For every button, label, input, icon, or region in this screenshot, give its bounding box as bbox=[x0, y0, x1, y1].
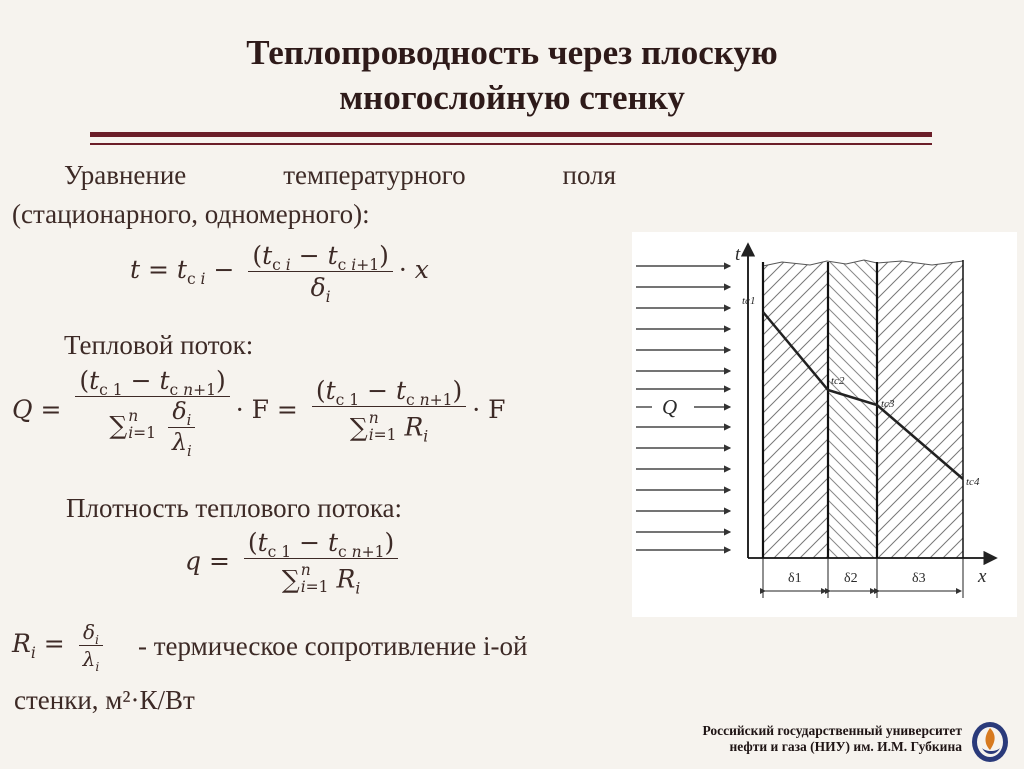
temperature-field-equation: $t = t_{c i}$ − $\frac{(t_{c i} - t_{c i+1})}{\delta_i}$ · x bbox=[130, 241, 429, 306]
delta-label-3: δ3 bbox=[912, 571, 926, 586]
resistance-description: - термическое сопротивление i-ой bbox=[138, 631, 528, 661]
title-divider-thick bbox=[90, 132, 932, 137]
title-divider-thin bbox=[90, 143, 932, 145]
wall-temperature-diagram bbox=[632, 232, 1017, 617]
heat-flux-label: Плотность теплового потока: bbox=[66, 493, 403, 523]
temperature-field-intro-2: (стационарного, одномерного): bbox=[12, 199, 370, 229]
temp-label-4: tс4 bbox=[966, 476, 980, 488]
footer-university bbox=[702, 723, 962, 755]
resistance-equation: $R_i$ = $\frac{\delta_i}{\lambda_i}$ bbox=[12, 622, 109, 669]
footer-line-2: нефти и газа (НИУ) им. И.М. Губкина bbox=[729, 739, 962, 754]
delta-label-1: δ1 bbox=[788, 571, 802, 586]
wall-layers bbox=[763, 260, 963, 558]
title-line-2: многослойную стенку bbox=[339, 78, 685, 117]
slide-title bbox=[100, 30, 924, 120]
flow-label: Q bbox=[662, 395, 678, 419]
university-logo bbox=[970, 720, 1010, 764]
heat-flow-label: Тепловой поток: bbox=[64, 330, 254, 360]
heat-flow-arrows bbox=[636, 266, 730, 550]
temp-label-2: tс2 bbox=[831, 375, 845, 387]
temp-label-3: tс3 bbox=[881, 398, 895, 410]
footer-line-1: Российский государственный университет bbox=[702, 723, 962, 738]
heat-flux-equation: q = $(t_{c 1} - t_{c n+1})$ ∑ n i=1 $R_i$ bbox=[185, 530, 404, 596]
temperature-field-intro: Уравнение температурного поля bbox=[64, 160, 616, 190]
resistance-units: стенки, м²·К/Вт bbox=[14, 685, 195, 715]
heat-flow-equation: Q = $(t_{c 1} - t_{c n+1})$ ∑ n i=1 $\frac{\delta_i}{\lambda_i}$ · F = $(t_{c 1} - t_{c n+1})$ ∑ n i=1 $R_i$ · F bbox=[12, 366, 506, 460]
delta-label-2: δ2 bbox=[844, 571, 858, 586]
title-line-1: Теплопроводность через плоскую bbox=[246, 33, 778, 72]
t-axis-label: t bbox=[735, 244, 741, 265]
temp-label-1: tс1 bbox=[742, 295, 756, 307]
x-axis-label: x bbox=[978, 566, 987, 587]
